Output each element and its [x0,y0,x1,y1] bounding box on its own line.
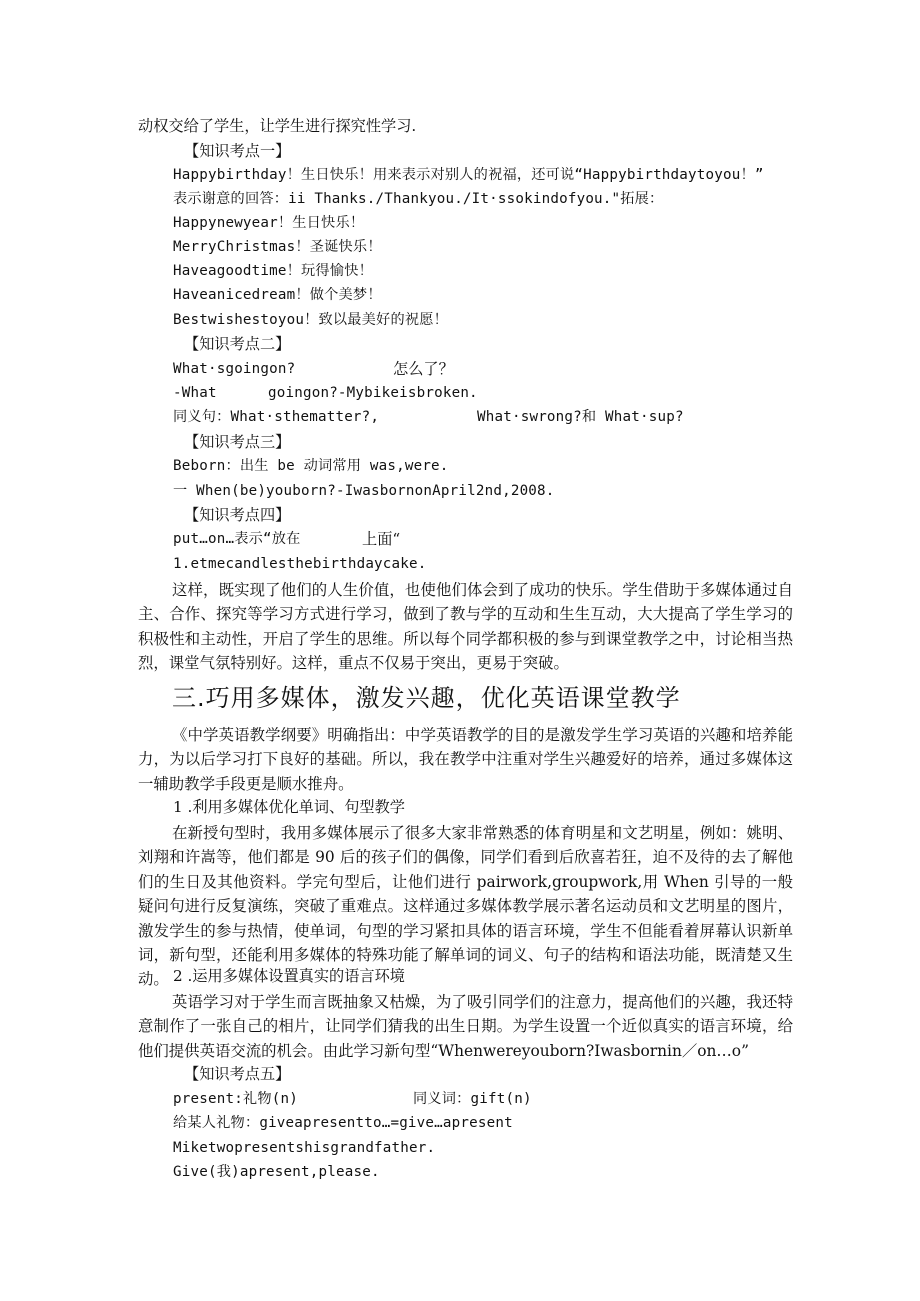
section-heading: 三.巧用多媒体，激发兴趣，优化英语课堂教学 [172,684,681,712]
section-label: 【知识考点三】 [184,433,291,451]
text-line: Happybirthday！生日快乐！用来表示对别人的祝福，还可说“Happybirthdaytoyou！” [173,167,764,183]
paragraph: 英语学习对于学生而言既抽象又枯燥，为了吸引同学们的注意力，提高他们的兴趣，我还特意制作了一张自己的相片，让同学们猜我的出生日期。为学生设置一个近似真实的语言环境，给他们提供英语交流的机会。由此学习新句型“Whenwereyouborn?Iwasbornin／on…o” [138,993,793,1060]
text-line: 一 When(be)youborn?-IwasbornonApril2nd,2008. [173,483,555,499]
text-line: Happynewyear！生日快乐！ [173,215,365,231]
subsection-title: 2 .运用多媒体设置真实的语言环境 [173,967,405,985]
text-line: Miketwopresentshisgrandfather. [173,1140,436,1156]
text-line: 同义句：What·sthematter?, [173,409,380,425]
section-label: 【知识考点四】 [184,506,291,524]
text-line: 1.etmecandlesthebirthdaycake. [173,556,427,572]
text-line: 上面“ [362,530,401,548]
text-line: put…on…表示“放在 [173,531,301,547]
subsection-title: 1 .利用多媒体优化单词、句型教学 [173,798,405,816]
text-line: What·swrong?和 What·sup? [477,409,684,425]
text-line: 给某人礼物：giveapresentto…=give…apresent [173,1115,513,1131]
section-label: 【知识考点一】 [184,142,291,160]
text-line: 同义词：gift(n) [413,1091,532,1107]
paragraph: 这样，既实现了他们的人生价值，也使他们体会到了成功的快乐。学生借助于多媒体通过自主、合作、探究等学习方式进行学习，做到了教与学的互动和生生互动，大大提高了学生学习的积极性和主动性，开启了学生的思维。所以每个同学都积极的参与到课堂教学之中，讨论相当热烈，课堂气氛特别好。这样，重点不仅易于突出，更易于突破。 [138,581,793,673]
text-line: Haveagoodtime！玩得愉快！ [173,263,373,279]
text-line: Bestwishestoyou！致以最美好的祝愿！ [173,312,448,328]
text-line: 表示谢意的回答：ii Thanks./Thankyou./It·ssokindofyou."拓展： [173,191,664,207]
text-line: 动权交给了学生，让学生进行探究性学习. [138,117,417,135]
paragraph: 《中学英语教学纲要》明确指出：中学英语教学的目的是激发学生学习英语的兴趣和培养能力，为以后学习打下良好的基础。所以，我在教学中注重对学生兴趣爱好的培养，通过多媒体这一辅助教学手段更是顺水推舟。 [138,726,793,793]
section-label: 【知识考点二】 [184,335,291,353]
text-line: present:礼物(n) [173,1091,298,1107]
text-line: Haveanicedream！做个美梦！ [173,287,382,303]
text-line: What·sgoingon? [173,361,296,377]
paragraph: 在新授句型时，我用多媒体展示了很多大家非常熟悉的体育明星和文艺明星，例如：姚明、刘翔和许嵩等，他们都是 90 后的孩子们的偶像，同学们看到后欣喜若狂，迫不及待的去了解他们的生日及其他资料。学完句型后，让他们进行 pairwork,groupwork,用 When 引导的一般疑问句进行反复演练，突破了重难点。这样通过多媒体教学展示著名运动员和文艺明星的图片，激发学生的参与热情，使单词，句型的学习紧扣具体的语言环境，学生不但能看着屏幕认识新单词，新句型，还能利用多媒体的特殊功能了解单词的词义、句子的结构和语法功能，既清楚又生动。 [138,824,793,989]
text-line: -What [173,385,217,401]
section-label: 【知识考点五】 [184,1065,291,1083]
text-line: MerryChristmas！圣诞快乐！ [173,239,382,255]
text-line: 怎么了？ [393,360,454,378]
text-line: goingon?-Mybikeisbroken. [268,385,478,401]
text-line: Beborn：出生 be 动词常用 was,were. [173,458,449,474]
text-line: Give(我)apresent,please. [173,1164,380,1180]
